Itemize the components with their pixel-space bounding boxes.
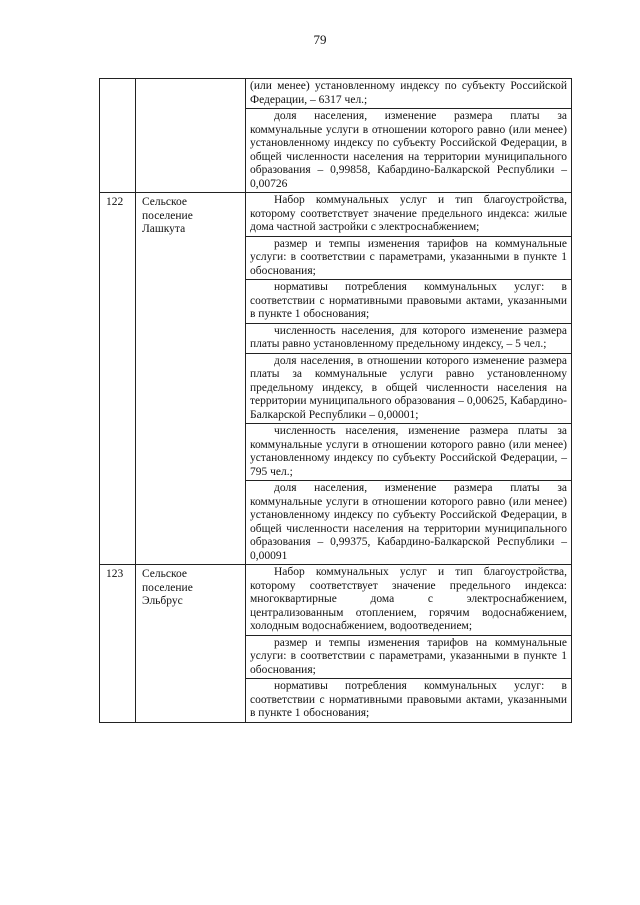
settlement-name-cell bbox=[136, 193, 246, 565]
page-number: 79 bbox=[313, 32, 327, 47]
description-paragraph: доля населения, изменение размера платы за коммунальные услуги в отношении которого равно (или менее) установленному индексу по субъекту Российской Федерации, в общей численности населения на территории муниципального образования – 0,99375, Кабардино-Балкарской Республики – 0,00091 bbox=[250, 482, 567, 562]
description-paragraph: численность населения, изменение размера платы за коммунальные услуги в отношении которого равно (или менее) установленному индексу по субъекту Российской Федерации, – 795 чел.; bbox=[246, 424, 571, 481]
description-paragraph: нормативы потребления коммунальных услуг: в соответствии с нормативными правовыми актами, указанными в пункте 1 обоснования; bbox=[250, 680, 567, 719]
settlement-name-line: поселение bbox=[142, 209, 193, 222]
row-number: 123 bbox=[100, 565, 136, 723]
description-cell bbox=[246, 565, 572, 723]
data-table bbox=[99, 78, 572, 723]
settlement-name-cell bbox=[136, 79, 246, 193]
table-row bbox=[100, 565, 572, 723]
description-cell bbox=[246, 79, 572, 193]
settlement-name-cell bbox=[136, 565, 246, 723]
row-number bbox=[100, 79, 136, 193]
settlement-name-line: Эльбрус bbox=[142, 595, 183, 607]
table-row bbox=[100, 193, 572, 565]
description-paragraph: нормативы потребления коммунальных услуг: в соответствии с нормативными правовыми актами, указанными в пункте 1 обоснования; bbox=[246, 280, 571, 324]
description-paragraph: Набор коммунальных услуг и тип благоустройства, которому соответствует значение предельного индекса: многоквартирные дома с электроснабжением, централизованным отоплением, горячим водоснабжением, холодным водоснабжением, водоотведением; bbox=[246, 565, 571, 636]
description-paragraph: доля населения, в отношении которого изменение размера платы за коммунальные услуги равно установленному предельному индексу, в общей численности населения на территории муниципального образования – 0,00625, Кабардино-Балкарской Республики – 0,00001; bbox=[246, 354, 571, 425]
settlement-name-line: Сельское bbox=[142, 568, 188, 580]
description-paragraph: размер и темпы изменения тарифов на коммунальные услуги: в соответствии с параметрами, указанными в пункте 1 обоснования; bbox=[246, 237, 571, 281]
table-row bbox=[100, 79, 572, 193]
description-paragraph: доля населения, изменение размера платы за коммунальные услуги в отношении которого равно (или менее) установленному индексу по субъекту Российской Федерации, в общей численности населения на территории муниципального образования – 0,99858, Кабардино-Балкарской Республики – 0,00726 bbox=[250, 110, 567, 190]
description-paragraph: Набор коммунальных услуг и тип благоустройства, которому соответствует значение предельного индекса: жилые дома частной застройки с электроснабжением; bbox=[246, 193, 571, 237]
settlement-name-line: Сельское bbox=[142, 196, 188, 208]
description-paragraph: размер и темпы изменения тарифов на коммунальные услуги: в соответствии с параметрами, указанными в пункте 1 обоснования; bbox=[246, 636, 571, 680]
description-cell bbox=[246, 193, 572, 565]
description-paragraph: численность населения, для которого изменение размера платы равно установленному предельному индексу, – 5 чел.; bbox=[246, 324, 571, 354]
settlement-name-line: поселение bbox=[142, 581, 193, 594]
row-number: 122 bbox=[100, 193, 136, 565]
settlement-name-line: Лашкута bbox=[142, 223, 186, 235]
description-paragraph: (или менее) установленному индексу по субъекту Российской Федерации, – 6317 чел.; bbox=[246, 79, 571, 109]
